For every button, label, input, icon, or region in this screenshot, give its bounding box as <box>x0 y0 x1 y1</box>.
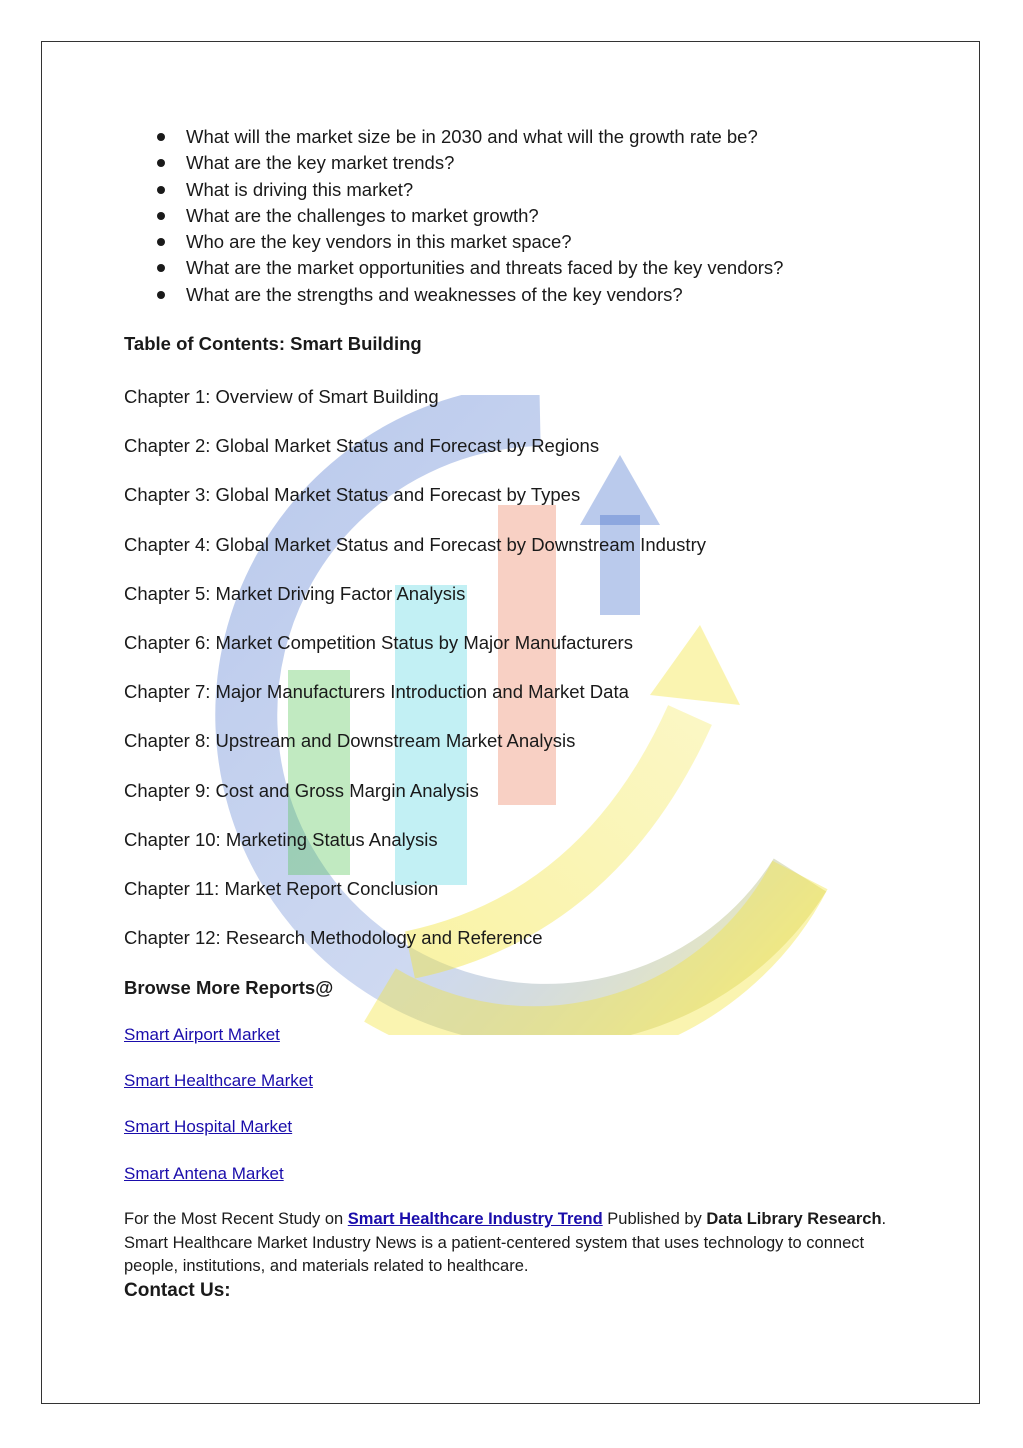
publisher-name: Data Library Research <box>706 1210 882 1228</box>
question-list <box>124 124 783 308</box>
list-item-text: What is driving this market? <box>186 178 414 200</box>
chapter-item: Chapter 3: Global Market Status and Forecast by Types <box>124 484 581 506</box>
chapter-item: Chapter 8: Upstream and Downstream Market Analysis <box>124 730 576 752</box>
list-item <box>124 282 783 308</box>
chapter-item: Chapter 7: Major Manufacturers Introduction and Market Data <box>124 681 629 703</box>
smart-airport-link[interactable]: Smart Airport Market <box>124 1025 280 1044</box>
bullet-icon <box>157 159 165 167</box>
bullet-icon <box>157 291 165 299</box>
browse-heading: Browse More Reports@ <box>124 977 334 998</box>
list-item-text: What are the strengths and weaknesses of the key vendors? <box>186 283 683 305</box>
chapter-item: Chapter 11: Market Report Conclusion <box>124 877 439 899</box>
list-item <box>124 203 783 229</box>
list-item <box>124 1022 313 1068</box>
list-item <box>124 124 783 150</box>
list-item-text: What will the market size be in 2030 and what will the growth rate be? <box>186 126 758 147</box>
list-item-text: What are the key market trends? <box>186 152 455 174</box>
list-item <box>124 150 783 176</box>
chapter-item: Chapter 10: Marketing Status Analysis <box>124 828 438 850</box>
smart-healthcare-link[interactable]: Smart Healthcare Market <box>124 1071 313 1091</box>
chapter-item: Chapter 4: Global Market Status and Forecast by Downstream Industry <box>124 533 706 555</box>
bullet-icon <box>157 133 165 141</box>
list-item <box>124 255 783 281</box>
chapter-list <box>124 384 706 974</box>
list-item-text: What are the market opportunities and threats faced by the key vendors? <box>186 257 784 279</box>
bullet-icon <box>157 212 165 220</box>
smart-hospital-link[interactable]: Smart Hospital Market <box>124 1117 293 1137</box>
chapter-item: Chapter 5: Market Driving Factor Analysis <box>124 582 466 604</box>
footer-paragraph <box>124 1208 914 1279</box>
chapter-item: Chapter 9: Cost and Gross Margin Analysis <box>124 779 479 801</box>
list-item <box>124 1161 313 1207</box>
bullet-icon <box>157 238 165 246</box>
list-item-text: What are the challenges to market growth? <box>186 204 539 226</box>
footer-suffix: . Smart Healthcare Market Industry News is a patient-centered system that uses technology to connect people, institutions, and materials related to healthcare. <box>124 1210 887 1275</box>
chapter-item: Chapter 12: Research Methodology and Reference <box>124 927 543 949</box>
list-item-text: Who are the key vendors in this market space? <box>186 231 572 253</box>
list-item <box>124 229 783 255</box>
list-item <box>124 1114 313 1160</box>
toc-heading: Table of Contents: Smart Building <box>124 333 422 354</box>
bullet-icon <box>157 186 165 194</box>
list-item <box>124 177 783 203</box>
bullet-icon <box>157 264 165 272</box>
footer-prefix: For the Most Recent Study on <box>124 1210 348 1228</box>
smart-antena-link[interactable]: Smart Antena Market <box>124 1163 284 1183</box>
footer-middle: Published by <box>602 1210 707 1228</box>
report-links <box>124 1022 313 1207</box>
contact-heading: Contact Us: <box>124 1280 231 1301</box>
chapter-item: Chapter 6: Market Competition Status by Major Manufacturers <box>124 631 633 653</box>
chapter-item: Chapter 2: Global Market Status and Forecast by Regions <box>124 435 600 457</box>
industry-trend-link[interactable]: Smart Healthcare Industry Trend <box>347 1210 603 1228</box>
list-item <box>124 1068 313 1114</box>
chapter-item: Chapter 1: Overview of Smart Building <box>124 386 439 407</box>
